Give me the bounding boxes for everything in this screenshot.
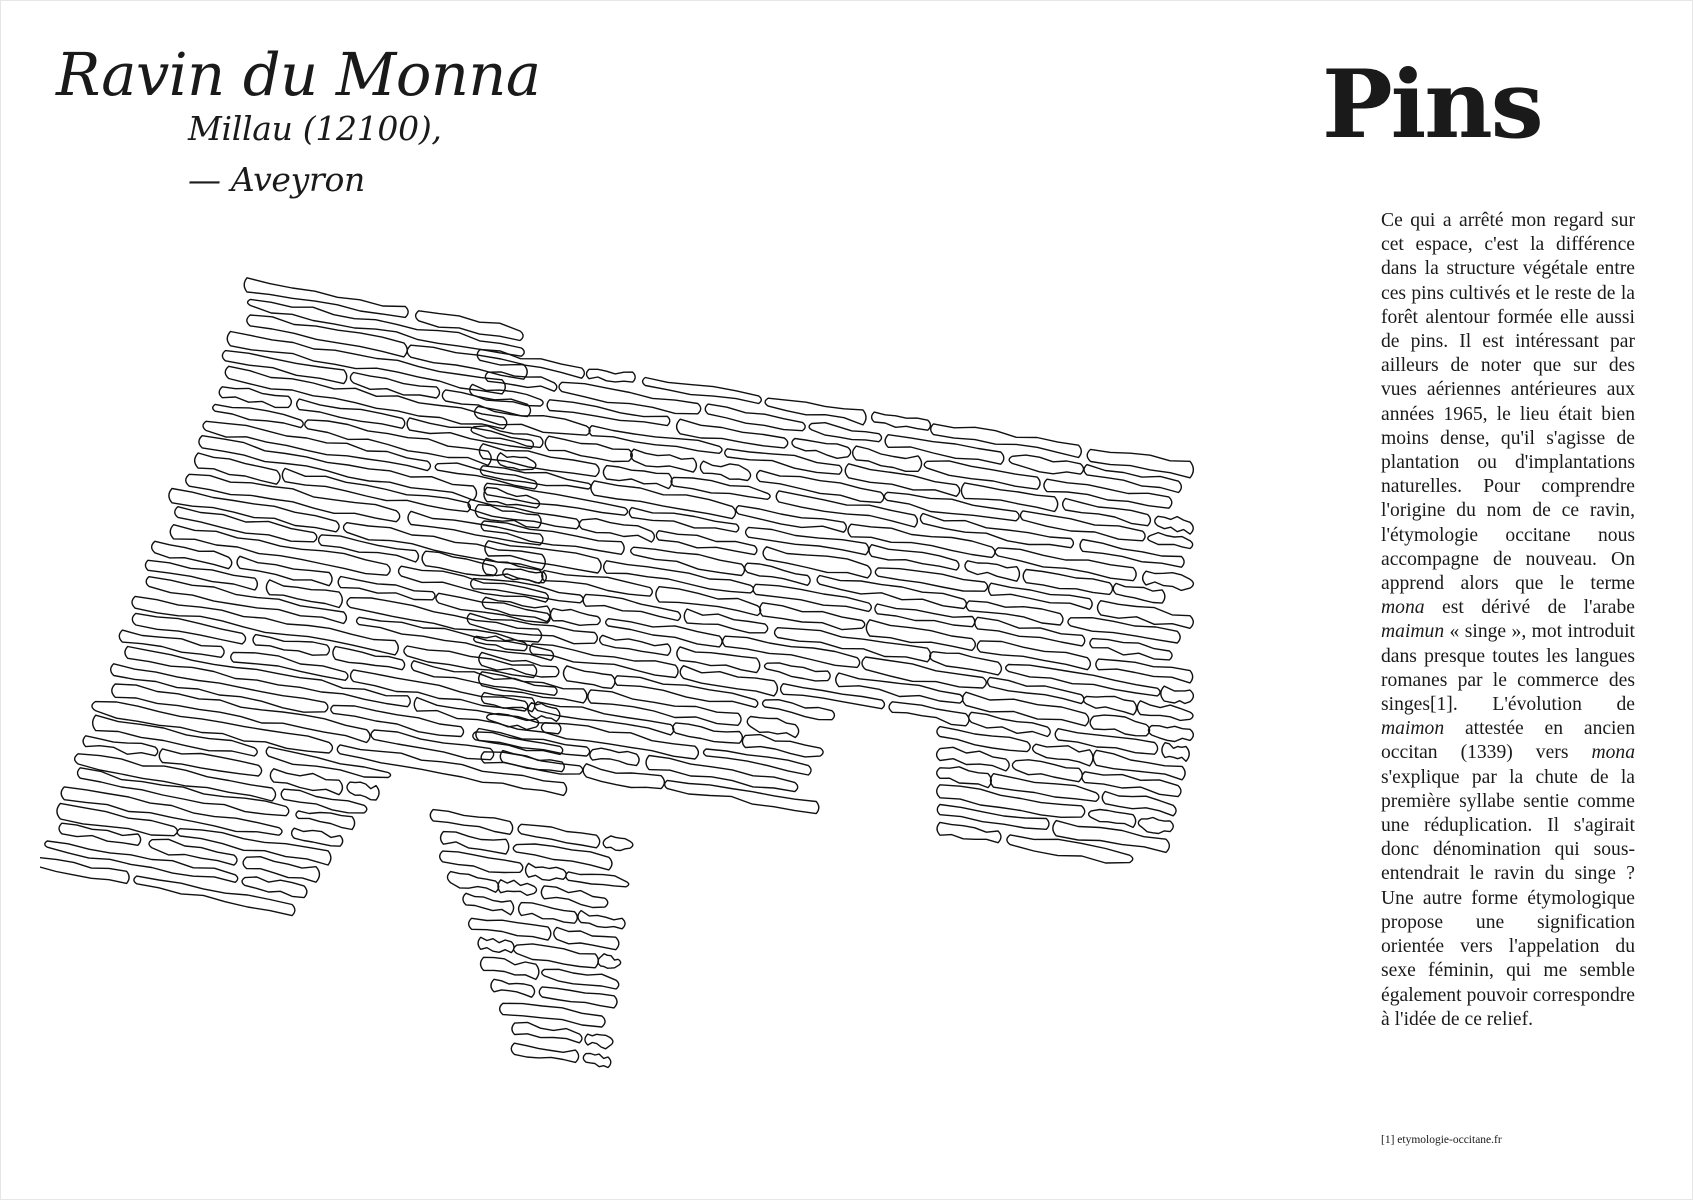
terrace-contour bbox=[723, 636, 860, 667]
terrace-contour bbox=[1084, 465, 1181, 493]
terrace-contour bbox=[700, 461, 750, 480]
body-italic-term: maimun bbox=[1381, 621, 1445, 643]
terrace-contour bbox=[587, 369, 636, 382]
terrace-contour bbox=[530, 644, 678, 678]
terrace-contour bbox=[547, 400, 670, 426]
terrace-contour bbox=[704, 749, 812, 775]
terrace-contour bbox=[463, 893, 514, 915]
terrace-contour bbox=[671, 477, 770, 499]
terrace-contour bbox=[430, 810, 512, 835]
terrace-contour bbox=[680, 666, 777, 696]
terrace-contour bbox=[588, 690, 741, 725]
terrace-contour bbox=[845, 464, 959, 497]
terrace-contour bbox=[809, 423, 881, 442]
terrace-contour bbox=[440, 851, 523, 872]
terrace-contour bbox=[481, 752, 583, 774]
terrace-contour bbox=[1098, 601, 1194, 629]
terrace-contour bbox=[59, 823, 141, 845]
terrace-contour bbox=[937, 822, 1001, 842]
terrace-contour bbox=[1007, 835, 1133, 863]
body-italic-term: mona bbox=[1381, 597, 1425, 619]
terrace-contour bbox=[338, 577, 435, 600]
terrace-contour bbox=[585, 1034, 613, 1049]
terrace-contour bbox=[357, 617, 554, 660]
terrace-contour bbox=[227, 332, 505, 394]
terrace-contour bbox=[677, 647, 760, 673]
terrace-contour bbox=[606, 619, 722, 647]
terrace-contour bbox=[631, 547, 745, 575]
terrace-contour bbox=[1012, 760, 1082, 782]
terrace-contour bbox=[866, 620, 975, 651]
terrace-contour bbox=[447, 872, 498, 893]
terrace-contour bbox=[603, 836, 633, 851]
terrace-contour bbox=[1161, 686, 1194, 703]
body-run: est dérivé de l'arabe bbox=[1424, 597, 1635, 619]
terrace-contour bbox=[583, 764, 664, 789]
terrace-contour bbox=[242, 877, 307, 898]
terrace-contour bbox=[763, 700, 835, 720]
place-region: — Aveyron bbox=[188, 160, 365, 199]
terrace-contour bbox=[478, 937, 514, 952]
terrace-contour-illustration bbox=[40, 270, 1330, 1130]
body-paragraph bbox=[1381, 209, 1635, 1032]
terrace-contour bbox=[965, 561, 1020, 581]
terrace-contour bbox=[924, 461, 1040, 489]
terrace-contour bbox=[1148, 533, 1193, 549]
terrace-contour bbox=[491, 979, 535, 997]
terrace-contour bbox=[350, 373, 439, 399]
terrace-contour bbox=[578, 911, 625, 929]
place-title: Ravin du Monna bbox=[56, 40, 541, 109]
terrace-contour bbox=[969, 712, 1051, 736]
terrace-contour bbox=[631, 449, 697, 472]
terrace-contour bbox=[1113, 583, 1165, 603]
terrace-contour bbox=[931, 424, 1082, 458]
terrace-contour bbox=[149, 839, 237, 865]
terrace-contour bbox=[1033, 744, 1093, 766]
terrace-contour bbox=[615, 676, 758, 708]
terrace-contour bbox=[765, 663, 831, 681]
terrace-contour bbox=[889, 702, 969, 726]
terrace-contour bbox=[511, 1043, 578, 1062]
terrace-contour bbox=[480, 466, 591, 489]
terrace-contour bbox=[333, 647, 405, 670]
body-run: . L'évolution de bbox=[1452, 694, 1635, 716]
terrace-contour bbox=[213, 404, 304, 427]
terrace-contour bbox=[296, 811, 355, 830]
terrace-contour bbox=[937, 747, 1010, 771]
terrace-contour bbox=[542, 969, 619, 989]
body-text bbox=[1381, 209, 1635, 1032]
terrace-contour bbox=[677, 419, 788, 448]
terrace-contour bbox=[583, 1054, 611, 1068]
terrace-contour bbox=[237, 556, 332, 585]
terrace-contour bbox=[297, 399, 405, 428]
terrace-contour bbox=[765, 398, 866, 425]
terrace-contour bbox=[566, 872, 629, 887]
terrace-contour bbox=[45, 841, 238, 882]
terrace-contour bbox=[1155, 516, 1194, 534]
terrace-contour bbox=[1090, 639, 1172, 660]
terrace-contour bbox=[792, 439, 851, 459]
terrace-contour bbox=[550, 609, 600, 626]
terrace-contour bbox=[512, 1022, 582, 1042]
terrace-contour bbox=[656, 587, 761, 616]
section-title: Pins bbox=[1322, 50, 1542, 160]
terrace-contour bbox=[479, 444, 599, 477]
terrace-contour bbox=[885, 435, 1004, 465]
terrace-contour bbox=[753, 584, 871, 611]
terrace-contour bbox=[554, 927, 619, 949]
terrace-contour bbox=[564, 666, 615, 688]
body-run: Ce qui a arrêté mon regard sur cet espace, c'est la différence dans la structure végétale entre ces pins cultivés et le reste de la forêt alentour formée elle aussi de pins. Il est intéressant par ailleurs de noter que sur des vues aériennes antérieures aux années 1965, le lieu était bien moins dense, qu'il s'agisse de plantation ou d'implantations naturelles. Pour comprendre l'origine du nom de ce ravin, l'étymologie occitane nous accompagne de nouveau. On apprend alors que le terme bbox=[1381, 210, 1635, 595]
terrace-contour bbox=[817, 576, 966, 609]
terrace-contour bbox=[763, 547, 871, 578]
terrace-contour bbox=[884, 492, 1019, 521]
terrace-contour bbox=[514, 944, 599, 968]
terrace-contour bbox=[170, 525, 390, 576]
terrace-contour bbox=[590, 748, 639, 765]
terrace-contour bbox=[78, 768, 289, 816]
terrace-contour bbox=[776, 491, 917, 527]
terrace-contour bbox=[441, 832, 509, 854]
body-run: « singe », mot introduit dans presque toutes les langues romanes par le commerce des singes bbox=[1381, 621, 1635, 716]
terrace-contour bbox=[725, 449, 842, 474]
terrace-contour bbox=[589, 426, 722, 454]
terrace-contour bbox=[203, 421, 430, 470]
terrace-contour bbox=[195, 453, 280, 484]
terrace-contour bbox=[1148, 726, 1193, 742]
footnote: [1] etymologie-occitane.fr bbox=[1381, 1134, 1502, 1146]
terrace-contour bbox=[742, 735, 823, 757]
terrace-contour bbox=[75, 754, 276, 801]
terrace-contour bbox=[61, 787, 282, 835]
terrace-contour bbox=[347, 782, 379, 800]
body-italic-term: maimon bbox=[1381, 718, 1445, 740]
terrace-contour bbox=[169, 489, 339, 532]
terrace-contour bbox=[963, 692, 1089, 726]
terrace-contour bbox=[684, 609, 767, 633]
place-city: Millau (12100), bbox=[188, 109, 442, 148]
terrace-contour bbox=[1143, 571, 1194, 590]
terrace-contour bbox=[481, 957, 539, 979]
terrace-contour bbox=[989, 583, 1093, 609]
terrace-contour bbox=[1053, 821, 1170, 853]
terrace-contour bbox=[598, 954, 621, 968]
terrace-contour bbox=[248, 299, 525, 356]
terrace-contour bbox=[498, 880, 537, 896]
terrace-contour bbox=[92, 702, 333, 753]
terrace-contour bbox=[656, 531, 757, 555]
terrace-contour bbox=[526, 863, 567, 880]
body-italic-term: mona bbox=[1591, 742, 1635, 764]
terrace-contour bbox=[475, 505, 541, 528]
terrace-contour bbox=[1084, 696, 1137, 714]
terrace-contour bbox=[119, 630, 224, 657]
terrace-contour bbox=[485, 372, 556, 391]
terrace-contour bbox=[1080, 540, 1184, 568]
terrace-contour bbox=[961, 483, 1057, 512]
terrace-contour bbox=[600, 635, 671, 655]
body-run: attestée en ancien occitan (1339) vers bbox=[1381, 718, 1635, 764]
terrace-contour bbox=[292, 828, 343, 846]
terrace-contour bbox=[243, 857, 319, 883]
terrace-contour bbox=[541, 886, 607, 908]
terrace-contour bbox=[1023, 570, 1112, 595]
terrace-contour bbox=[535, 702, 674, 735]
terrace-contour bbox=[159, 749, 261, 776]
terrace-contour bbox=[665, 780, 819, 813]
terrace-contour bbox=[281, 789, 367, 813]
terrace-contour bbox=[872, 412, 931, 430]
terrace-contour bbox=[1089, 810, 1136, 828]
terrace-contour bbox=[1090, 715, 1150, 736]
terrace-contour bbox=[1009, 455, 1083, 474]
terrace-contour bbox=[966, 601, 1063, 625]
terrace-contour bbox=[319, 535, 419, 562]
terrace-contour bbox=[1138, 818, 1173, 834]
terrace-contour bbox=[604, 561, 754, 593]
terrace-contour bbox=[1021, 511, 1146, 541]
body-run: s'explique par la chute de la première syllabe sentie comme une réduplication. Il s'agirait donc dénomination qui sous-entendrait le ravin du singe ? Une autre forme étymologique propose une signification orientée vers l'appelation du sexe féminin, qui me semble également pouvoir correspondre à l'idée de ce relief. bbox=[1381, 766, 1635, 1030]
terrace-contour bbox=[673, 723, 743, 743]
terrace-contour bbox=[1162, 743, 1189, 762]
terrace-contour bbox=[1055, 729, 1157, 755]
footnote-reference: [1] bbox=[1429, 694, 1453, 716]
terrace-contour bbox=[559, 382, 701, 414]
terrace-contour bbox=[539, 987, 617, 1008]
terrace-contour bbox=[646, 756, 798, 792]
terrace-contour bbox=[132, 613, 245, 644]
terrace-contour bbox=[125, 647, 410, 707]
terrace-contour bbox=[1087, 449, 1193, 477]
terrace-contour bbox=[937, 805, 1049, 830]
terrace-contour bbox=[270, 769, 342, 795]
terrace-contour bbox=[519, 903, 578, 924]
